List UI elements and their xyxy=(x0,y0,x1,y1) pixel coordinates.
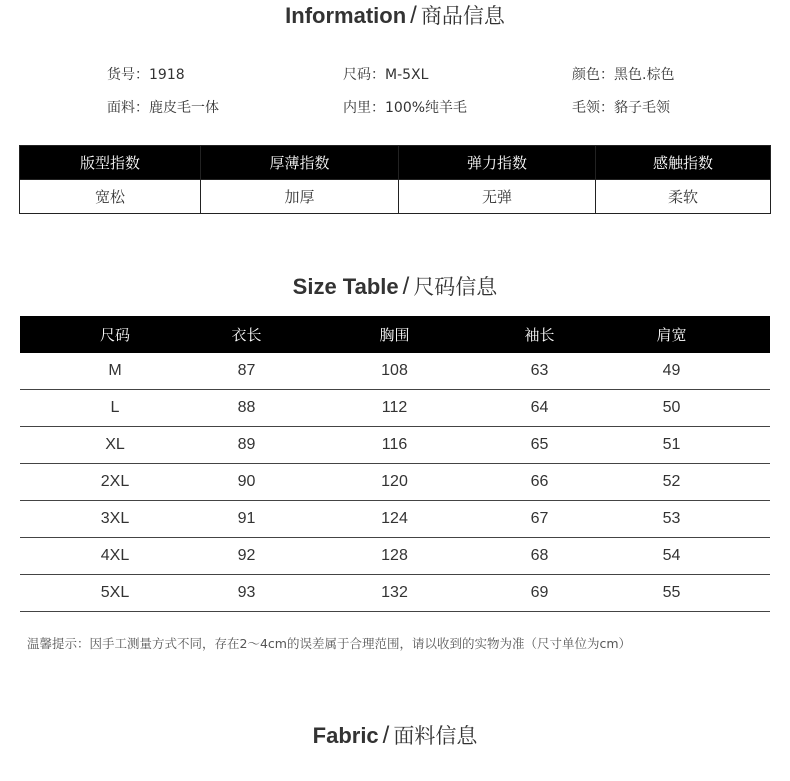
sleeve-cell: 69 xyxy=(506,575,573,612)
chest-cell: 108 xyxy=(283,353,506,390)
spec-item-lining xyxy=(343,97,467,117)
size-table-header-row xyxy=(20,316,770,353)
size-cell: 3XL xyxy=(20,501,210,538)
spec-item-color xyxy=(572,64,674,84)
spec-label: 内里： xyxy=(343,100,385,116)
sleeve-cell: 65 xyxy=(506,427,573,464)
table-row xyxy=(20,464,770,501)
spec-item-fabric xyxy=(107,97,219,117)
spec-value: 鹿皮毛一体 xyxy=(149,100,219,116)
index-table-header-row xyxy=(20,146,771,180)
size-table-title-cn: 尺码信息 xyxy=(413,275,498,299)
size-cell: 4XL xyxy=(20,538,210,575)
sleeve-cell: 66 xyxy=(506,464,573,501)
size-header-shoulder: 肩宽 xyxy=(573,316,770,353)
shoulder-cell: 52 xyxy=(573,464,770,501)
size-cell: XL xyxy=(20,427,210,464)
size-cell: 2XL xyxy=(20,464,210,501)
index-header-elasticity: 弹力指数 xyxy=(399,146,596,180)
sleeve-cell: 64 xyxy=(506,390,573,427)
length-cell: 87 xyxy=(210,353,283,390)
sleeve-cell: 63 xyxy=(506,353,573,390)
index-table-value-row xyxy=(20,180,771,214)
length-cell: 89 xyxy=(210,427,283,464)
chest-cell: 132 xyxy=(283,575,506,612)
shoulder-cell: 55 xyxy=(573,575,770,612)
spec-item-collar xyxy=(572,97,670,117)
title-slash: / xyxy=(382,722,390,749)
sleeve-cell: 68 xyxy=(506,538,573,575)
index-value-feel: 柔软 xyxy=(596,180,771,214)
fabric-title-en: Fabric xyxy=(312,723,379,748)
size-cell: L xyxy=(20,390,210,427)
size-table-title xyxy=(0,271,790,301)
chest-cell: 112 xyxy=(283,390,506,427)
size-header-length: 衣长 xyxy=(210,316,283,353)
spec-label: 颜色： xyxy=(572,67,614,83)
table-row xyxy=(20,538,770,575)
size-header-sleeve: 袖长 xyxy=(506,316,573,353)
spec-value: 黑色.棕色 xyxy=(614,67,675,83)
spec-item-number xyxy=(107,64,185,84)
information-title-cn: 商品信息 xyxy=(420,4,505,28)
spec-label: 毛领： xyxy=(572,100,614,116)
information-title-en: Information xyxy=(285,3,407,28)
chest-cell: 128 xyxy=(283,538,506,575)
length-cell: 91 xyxy=(210,501,283,538)
fabric-title-cn: 面料信息 xyxy=(393,724,478,748)
shoulder-cell: 50 xyxy=(573,390,770,427)
size-header-size: 尺码 xyxy=(20,316,210,353)
table-row xyxy=(20,427,770,464)
size-table xyxy=(20,316,770,612)
title-slash: / xyxy=(410,2,417,29)
shoulder-cell: 54 xyxy=(573,538,770,575)
chest-cell: 124 xyxy=(283,501,506,538)
size-cell: M xyxy=(20,353,210,390)
length-cell: 92 xyxy=(210,538,283,575)
length-cell: 93 xyxy=(210,575,283,612)
shoulder-cell: 49 xyxy=(573,353,770,390)
size-table-title-en: Size Table xyxy=(292,274,399,299)
index-header-fit: 版型指数 xyxy=(20,146,201,180)
size-cell: 5XL xyxy=(20,575,210,612)
spec-value: 貉子毛领 xyxy=(614,100,670,116)
index-value-thickness: 加厚 xyxy=(201,180,399,214)
title-slash: / xyxy=(402,273,410,300)
spec-label: 面料： xyxy=(107,100,149,116)
index-value-elasticity: 无弹 xyxy=(399,180,596,214)
spec-value: 1918 xyxy=(149,67,185,83)
chest-cell: 116 xyxy=(283,427,506,464)
index-header-feel: 感触指数 xyxy=(596,146,771,180)
table-row xyxy=(20,575,770,612)
size-header-chest: 胸围 xyxy=(283,316,506,353)
spec-label: 货号： xyxy=(107,67,149,83)
spec-item-size xyxy=(343,64,428,84)
table-row xyxy=(20,501,770,538)
chest-cell: 120 xyxy=(283,464,506,501)
shoulder-cell: 53 xyxy=(573,501,770,538)
spec-label: 尺码： xyxy=(343,67,385,83)
sleeve-cell: 67 xyxy=(506,501,573,538)
length-cell: 88 xyxy=(210,390,283,427)
index-table xyxy=(19,145,771,214)
index-header-thickness: 厚薄指数 xyxy=(201,146,399,180)
length-cell: 90 xyxy=(210,464,283,501)
spec-value: M-5XL xyxy=(385,67,429,83)
spec-value: 100%纯羊毛 xyxy=(385,100,468,116)
measurement-note: 温馨提示：因手工测量方式不同，存在2～4cm的误差属于合理范围，请以收到的实物为准（尺寸单位为cm） xyxy=(27,636,632,651)
fabric-title xyxy=(0,720,790,750)
table-row xyxy=(20,390,770,427)
table-row xyxy=(20,353,770,390)
shoulder-cell: 51 xyxy=(573,427,770,464)
information-title xyxy=(0,0,790,30)
index-value-fit: 宽松 xyxy=(20,180,201,214)
